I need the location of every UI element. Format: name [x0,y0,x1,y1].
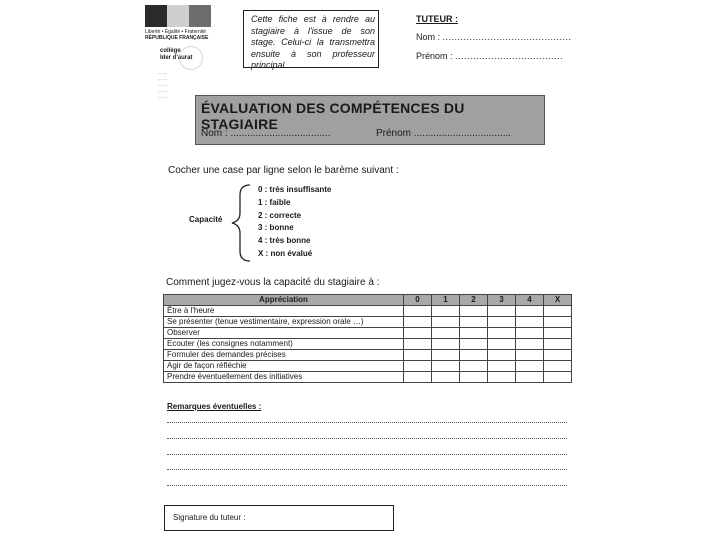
header-x: X [544,295,572,306]
criterion-label: Ecouter (les consignes notamment) [164,339,404,350]
checkbox-cell[interactable] [516,317,544,328]
checkbox-cell[interactable] [488,350,516,361]
tuteur-prenom: Prénom : .................................... [416,51,564,61]
evaluation-table [163,294,572,383]
table-row [164,317,572,328]
checkbox-cell[interactable] [544,317,572,328]
checkbox-cell[interactable] [404,361,432,372]
checkbox-cell[interactable] [488,317,516,328]
scale-item: 3 : bonne [258,223,294,233]
tuteur-title: TUTEUR : [416,14,458,24]
remarks-line[interactable] [167,469,567,470]
scale-item: 4 : très bonne [258,236,311,246]
scale-item: X : non évalué [258,248,313,258]
checkbox-cell[interactable] [516,306,544,317]
table-row [164,339,572,350]
checkbox-cell[interactable] [516,328,544,339]
question-text: Comment jugez-vous la capacité du stagiaire à : [166,277,380,288]
checkbox-cell[interactable] [516,361,544,372]
checkbox-cell[interactable] [404,306,432,317]
checkbox-cell[interactable] [544,350,572,361]
signature-label: Signature du tuteur : [173,513,246,522]
remarks-line[interactable] [167,422,567,423]
checkbox-cell[interactable] [432,306,460,317]
scale-list [258,184,331,261]
checkbox-cell[interactable] [544,306,572,317]
checkbox-cell[interactable] [432,350,460,361]
checkbox-cell[interactable] [488,328,516,339]
checkbox-cell[interactable] [460,350,488,361]
table-header-row [164,295,572,306]
checkbox-cell[interactable] [404,317,432,328]
brace-icon [228,183,254,263]
tuteur-prenom-field[interactable]: .................................... [455,51,564,61]
checkbox-cell[interactable] [460,306,488,317]
checkbox-cell[interactable] [544,361,572,372]
checkbox-cell[interactable] [544,372,572,383]
republic-logo [145,5,220,41]
criterion-label: Observer [164,328,404,339]
header-2: 2 [460,295,488,306]
tuteur-nom: Nom : ........................................... [416,32,572,42]
checkbox-cell[interactable] [488,361,516,372]
scale-item: 1 : faible [258,197,291,207]
college-address: ........ ........ ........ ........ ........ [158,70,167,99]
college-name: collège Ider d'aurat [160,48,193,61]
checkbox-cell[interactable] [432,339,460,350]
tuteur-nom-field[interactable]: ........................................... [442,32,572,42]
checkbox-cell[interactable] [516,339,544,350]
flag-icon [145,5,211,27]
header-1: 1 [432,295,460,306]
republic-name: RÉPUBLIQUE FRANÇAISE [145,35,209,41]
checkbox-cell[interactable] [460,361,488,372]
checkbox-cell[interactable] [404,339,432,350]
return-notice: Cette fiche est à rendre au stagiaire à l'issue de son stage. Celui-ci la transmettra ensuite à son professeur principal. [243,10,379,68]
checkbox-cell[interactable] [516,372,544,383]
checkbox-cell[interactable] [432,317,460,328]
criterion-label: Prendre éventuellement des initiatives [164,372,404,383]
remarks-line[interactable] [167,485,567,486]
checkbox-cell[interactable] [432,328,460,339]
college-seal-icon [179,46,203,70]
checkbox-cell[interactable] [516,350,544,361]
table-row [164,328,572,339]
scale-item: 0 : très insuffisante [258,185,332,194]
table-row [164,361,572,372]
checkbox-cell[interactable] [404,350,432,361]
tuteur-block [416,14,572,70]
checkbox-cell[interactable] [488,372,516,383]
page-title: ÉVALUATION DES COMPÉTENCES DU STAGIAIRE [201,100,465,132]
remarks-line[interactable] [167,454,567,455]
criterion-label: Se présenter (tenue vestimentaire, expression orale …) [164,317,404,328]
stagiaire-nom-field[interactable]: Nom : .................................... [201,128,331,139]
checkbox-cell[interactable] [460,317,488,328]
republic-motto: Liberté • Égalité • Fraternité [145,29,207,35]
remarks-line[interactable] [167,438,567,439]
checkbox-cell[interactable] [544,339,572,350]
table-row [164,372,572,383]
instruction-text: Cocher une case par ligne selon le barème suivant : [168,165,399,176]
header-4: 4 [516,295,544,306]
checkbox-cell[interactable] [488,306,516,317]
checkbox-cell[interactable] [432,361,460,372]
checkbox-cell[interactable] [460,328,488,339]
signature-box[interactable] [164,505,394,531]
table-row [164,306,572,317]
criterion-label: Être à l'heure [164,306,404,317]
scale-item: 2 : correcte [258,210,302,220]
checkbox-cell[interactable] [460,372,488,383]
remarks-label: Remarques éventuelles : [167,402,262,411]
checkbox-cell[interactable] [544,328,572,339]
header-0: 0 [404,295,432,306]
title-banner [195,95,545,145]
checkbox-cell[interactable] [460,339,488,350]
criterion-label: Formuler des demandes précises [164,350,404,361]
header-appreciation: Appréciation [164,295,404,306]
table-row [164,350,572,361]
checkbox-cell[interactable] [432,372,460,383]
criterion-label: Agir de façon réfléchie [164,361,404,372]
header-3: 3 [488,295,516,306]
checkbox-cell[interactable] [404,328,432,339]
checkbox-cell[interactable] [488,339,516,350]
stagiaire-prenom-field[interactable]: Prénom ................................... [376,128,512,139]
checkbox-cell[interactable] [404,372,432,383]
scale-label: Capacité [189,215,223,224]
